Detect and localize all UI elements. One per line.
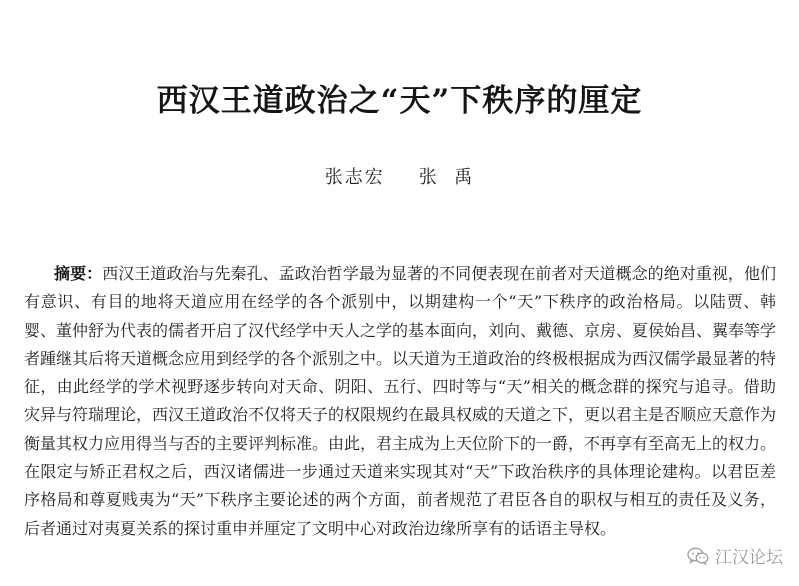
wechat-icon bbox=[687, 547, 709, 565]
author-list bbox=[0, 163, 799, 189]
watermark-text: 江汉论坛 bbox=[715, 548, 783, 568]
author-name: 张 禹 bbox=[418, 167, 475, 188]
abstract-paragraph bbox=[24, 260, 776, 543]
paper-title: 西汉王道政治之“天”下秩序的厘定 bbox=[156, 82, 643, 119]
watermark bbox=[681, 541, 787, 570]
author-name: 张志宏 bbox=[324, 167, 385, 188]
abstract-body: 西汉王道政治与先秦孔、孟政治哲学最为显著的不同便表现在前者对天道概念的绝对重视，他们有意识、有目的地将天道应用在经学的各个派别中，以期建构一个“天”下秩序的政治格局。以陆贾、韩婴、董仲舒为代表的儒者开启了汉代经学中天人之学的基本面向，刘向、戴德、京房、夏侯始昌、翼奉等学者踵继其后将天道概念应用到经学的各个派别之中。以天道为王道政治的终极根据成为西汉儒学最显著的特征，由此经学的学术视野逐步转向对天命、阴阳、五行、四时等与“天”相关的概念群的探究与追寻。借助灾异与符瑞理论，西汉王道政治不仅将天子的权限规约在最具权威的天道之下，更以君主是否顺应天意作为衡量其权力应用得当与否的主要评判标准。由此，君主成为上天位阶下的一爵，不再享有至高无上的权力。在限定与矫正君权之后，西汉诸儒进一步通过天道来实现其对“天”下政治秩序的具体理论建构。以君臣差序格局和尊夏贱夷为“天”下秩序主要论述的两个方面，前者规范了君臣各自的职权与相互的责任及义务，后者通过对夷夏关系的探讨重申并厘定了文明中心对政治边缘所享有的话语主导权。 bbox=[24, 264, 777, 538]
abstract-label: 摘要： bbox=[54, 264, 103, 283]
